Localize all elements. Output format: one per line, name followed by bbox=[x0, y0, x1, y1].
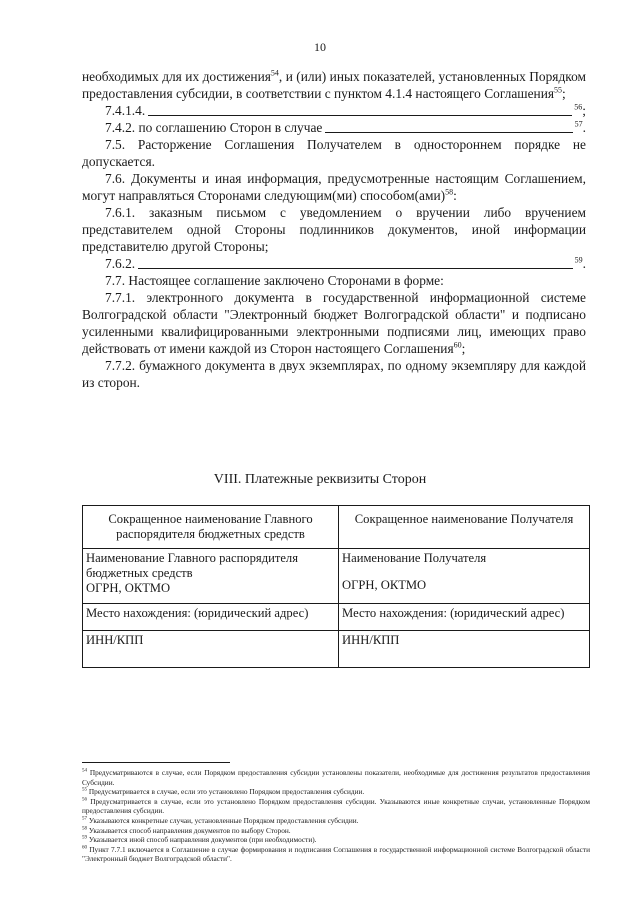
table-header-row bbox=[83, 506, 590, 549]
paragraph-continuation: необходимых для их достижения$^{54}$, и (или) иных показателей, установленных Порядком предоставления субсидии, в соответствии с пунктом 4.1.4 настоящего Соглашения$^{55}$; bbox=[82, 68, 586, 101]
table-row bbox=[83, 604, 590, 631]
fill-in-line bbox=[138, 268, 573, 269]
document-body bbox=[82, 68, 586, 391]
footnote-separator bbox=[82, 762, 230, 763]
footnote: $^{58}$ Указывается способ направления документов по выбору Сторон. bbox=[82, 825, 291, 835]
table-cell: ИНН/КПП bbox=[83, 631, 339, 668]
footnote: $^{55}$ Предусматривается в случае, если это установлено Порядком предоставления субсидии. bbox=[82, 787, 365, 797]
payment-details-table bbox=[82, 505, 590, 668]
clause-7-6-2: 7.6.2. $^{59}$. bbox=[105, 255, 586, 271]
page-number: 10 bbox=[314, 40, 326, 54]
clause-7-6-1: 7.6.1. заказным письмом с уведомлением о вручении либо вручением представителем одной Стороны подлинников документов, иной информации представителю другой Стороны; bbox=[82, 205, 586, 254]
section-title: VIII. Платежные реквизиты Сторон bbox=[213, 472, 427, 487]
clause-7-4-1-4: 7.4.1.4. $^{56}$; bbox=[105, 102, 586, 118]
footnote-ref: 58 bbox=[445, 187, 454, 197]
footnote: $^{57}$ Указываются конкретные случаи, установленные Порядком предоставления субсидии. bbox=[82, 815, 359, 825]
table-cell: Наименование Получателя ОГРН, ОКТМО bbox=[339, 549, 590, 604]
footnote-ref: 56 bbox=[574, 102, 583, 112]
clause-7-7-2: 7.7.2. бумажного документа в двух экземплярах, по одному экземпляру для каждой из сторон. bbox=[82, 358, 586, 390]
clause-7-6: 7.6. Документы и иная информация, предусмотренные настоящим Соглашением, могут направляться Сторонами следующим(ми) способом(ами)$^{58}$: bbox=[82, 171, 586, 203]
footnote: $^{60}$ Пункт 7.7.1 включается в Соглашение в случае формирования и подписания Соглашения в государственной информационной системе Волгоградской области "Электронный бюджет Волгоградской области". bbox=[82, 844, 591, 864]
footnote-ref: 59 bbox=[574, 255, 583, 265]
header-cell-right: Сокращенное наименование Получателя bbox=[339, 506, 590, 549]
table-cell: Наименование Главного распорядителя бюджетных средств ОГРН, ОКТМО bbox=[83, 549, 339, 604]
footnote-ref: 60 bbox=[453, 340, 462, 350]
footnote-ref: 55 bbox=[554, 85, 563, 95]
table-row bbox=[83, 631, 590, 668]
clause-7-7-1: 7.7.1. электронного документа в государственной информационной системе Волгоградской области "Электронный бюджет Волгоградской области" и подписано усиленными квалифицированными электронными подписями лиц, имеющих право действовать от имени каждой из Сторон настоящего Соглашения$^{60}$; bbox=[82, 290, 586, 356]
table-row bbox=[83, 549, 590, 604]
header-cell-left: Сокращенное наименование Главного распорядителя бюджетных средств bbox=[83, 506, 339, 549]
fill-in-line bbox=[148, 115, 572, 116]
footnote: $^{56}$ Предусматривается в случае, если это установлено Порядком предоставления субсидии. Указываются иные конкретные случаи, установленные Порядком предоставления субсидии. bbox=[82, 796, 590, 816]
footnote: $^{54}$ Предусматриваются в случае, если Порядком предоставления субсидии установлены показатели, необходимые для достижения результатов предоставления Субсидии. bbox=[82, 768, 590, 787]
footnotes bbox=[82, 768, 590, 864]
table-cell: Место нахождения: (юридический адрес) bbox=[339, 604, 590, 631]
clause-7-4-2: 7.4.2. по соглашению Сторон в случае $^{57}$. bbox=[105, 119, 586, 135]
table-cell: Место нахождения: (юридический адрес) bbox=[83, 604, 339, 631]
footnote-ref: 54 bbox=[270, 68, 279, 78]
footnote-ref: 57 bbox=[574, 119, 583, 129]
clause-7-5: 7.5. Расторжение Соглашения Получателем в одностороннем порядке не допускается. bbox=[82, 137, 586, 169]
clause-7-7: 7.7. Настоящее соглашение заключено Сторонами в форме: bbox=[105, 273, 444, 288]
footnote: $^{59}$ Указывается иной способ направления документов (при необходимости). bbox=[82, 835, 317, 845]
table-cell: ИНН/КПП bbox=[339, 631, 590, 668]
fill-in-line bbox=[325, 132, 572, 133]
